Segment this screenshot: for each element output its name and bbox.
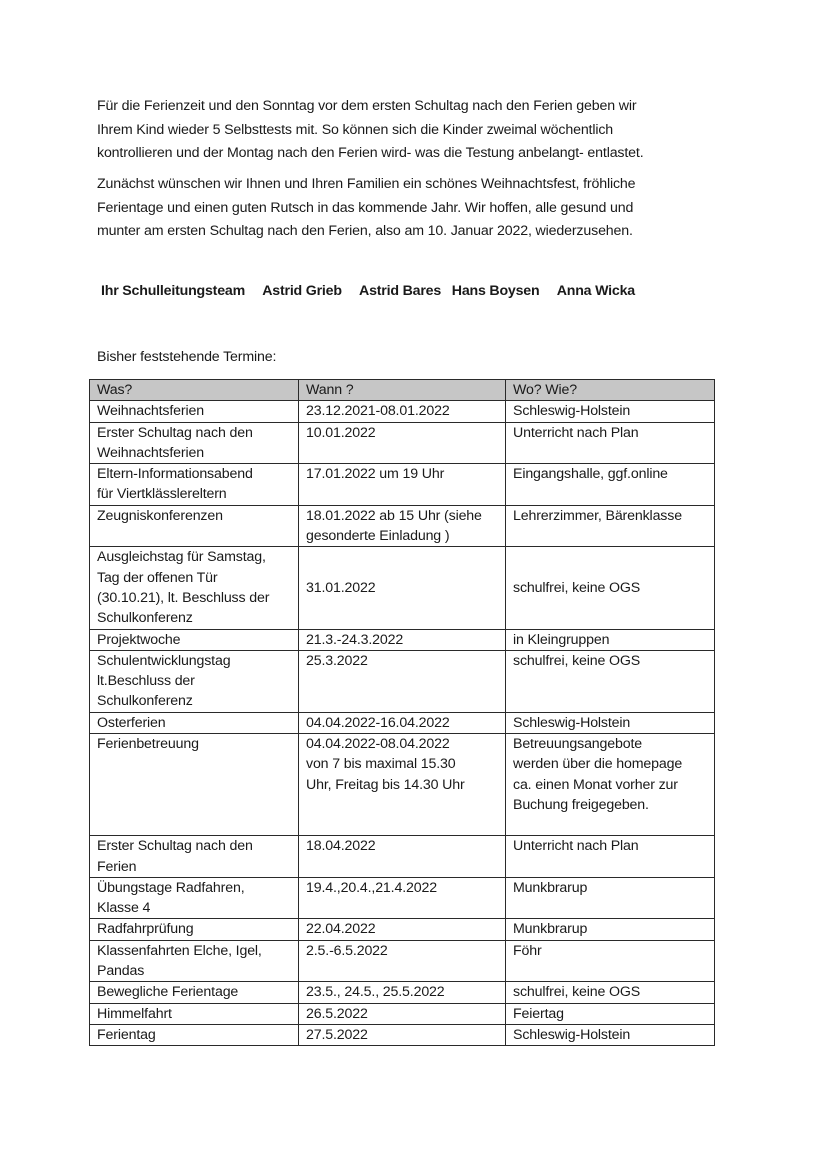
cell-text-line: Föhr: [513, 942, 542, 959]
cell-text-line: (30.10.21), lt. Beschluss der: [97, 589, 270, 606]
signature-name: Astrid Grieb: [262, 283, 342, 299]
cell-wo-wie: [506, 401, 715, 422]
cell-text-line: Schulkonferenz: [97, 610, 193, 627]
cell-text-line: Projektwoche: [97, 631, 181, 648]
cell-was: [90, 547, 299, 629]
cell-wann: [299, 982, 506, 1003]
cell-text-line: Weihnachtsferien: [97, 444, 204, 461]
cell-text-line: Tag der offenen Tür: [97, 569, 218, 586]
cell-wann: [299, 422, 506, 464]
cell-wo-wie: [506, 919, 715, 940]
cell-wann: [299, 836, 506, 878]
cell-text-line: Buchung freigegeben.: [513, 796, 649, 813]
cell-text-line: für Viertklässlereltern: [97, 486, 227, 503]
cell-wann: [299, 1003, 506, 1024]
cell-text-line: Bewegliche Ferientage: [97, 984, 239, 1001]
table-row: [90, 919, 715, 940]
cell-text-line: 23.12.2021-08.01.2022: [306, 403, 450, 420]
cell-wann: [299, 629, 506, 650]
cell-was: [90, 464, 299, 506]
cell-text-line: 04.04.2022-08.04.2022: [306, 736, 450, 753]
paragraph-selftests: [97, 95, 727, 166]
cell-text-line: 04.04.2022-16.04.2022: [306, 714, 450, 731]
cell-text-line: Schleswig-Holstein: [513, 403, 631, 420]
cell-text-line: Unterricht nach Plan: [513, 424, 639, 441]
cell-text-line: Himmelfahrt: [97, 1005, 172, 1022]
cell-text-line: Klassenfahrten Elche, Igel,: [97, 942, 262, 959]
table-row: [90, 505, 715, 547]
cell-text-line: Munkbrarup: [513, 921, 588, 938]
text-line: kontrollieren und der Montag nach den Ferien wird- was die Testung anbelangt- entlastet.: [97, 145, 644, 161]
cell-text-line: Radfahrprüfung: [97, 921, 194, 938]
cell-text-line: Osterferien: [97, 714, 166, 731]
cell-text-line: 17.01.2022 um 19 Uhr: [306, 466, 445, 483]
cell-text-line: 2.5.-6.5.2022: [306, 942, 388, 959]
table-row: [90, 982, 715, 1003]
cell-text-line: Eltern-Informationsabend: [97, 466, 253, 483]
cell-wo-wie: [506, 650, 715, 712]
cell-wo-wie: [506, 734, 715, 836]
cell-wo-wie: [506, 877, 715, 919]
table-row: [90, 650, 715, 712]
table-row: [90, 877, 715, 919]
cell-text-line: gesonderte Einladung ): [306, 528, 450, 545]
table-row: [90, 940, 715, 982]
cell-text-line: 18.01.2022 ab 15 Uhr (siehe: [306, 507, 482, 524]
cell-was: [90, 940, 299, 982]
cell-text-line: Betreuungsangebote: [513, 736, 643, 753]
cell-text-line: schulfrei, keine OGS: [513, 579, 641, 596]
table-row: [90, 547, 715, 629]
cell-text-line: 31.01.2022: [306, 579, 376, 596]
text-line: Für die Ferienzeit und den Sonntag vor dem ersten Schultag nach den Ferien geben wir: [97, 98, 637, 114]
cell-text-line: schulfrei, keine OGS: [513, 652, 641, 669]
table-row: [90, 712, 715, 733]
cell-text-line: 27.5.2022: [306, 1026, 368, 1043]
signature-team: Ihr Schulleitungsteam: [101, 283, 246, 299]
cell-text-line: in Kleingruppen: [513, 631, 610, 648]
cell-wann: [299, 401, 506, 422]
cell-text-line: Ferien: [97, 858, 137, 875]
cell-wo-wie: [506, 505, 715, 547]
cell-wo-wie: [506, 629, 715, 650]
text-line: munter am ersten Schultag nach den Ferien, also am 10. Januar 2022, wiederzusehen.: [97, 223, 633, 239]
text-line: Ihrem Kind wieder 5 Selbsttests mit. So können sich die Kinder zweimal wöchentlich: [97, 121, 614, 138]
table-row: [90, 401, 715, 422]
cell-was: [90, 877, 299, 919]
cell-text-line: 21.3.-24.3.2022: [306, 631, 404, 648]
column-header-wo-wie: Wo? Wie?: [506, 380, 715, 401]
cell-wo-wie: [506, 982, 715, 1003]
cell-text-line: Uhr, Freitag bis 14.30 Uhr: [306, 776, 465, 793]
signature-line: [101, 283, 649, 299]
cell-wo-wie: [506, 547, 715, 629]
cell-text-line: Erster Schultag nach den: [97, 838, 253, 855]
cell-text-line: Schleswig-Holstein: [513, 1026, 631, 1043]
cell-wann: [299, 547, 506, 629]
cell-text-line: 26.5.2022: [306, 1005, 368, 1022]
table-row: [90, 734, 715, 836]
cell-wann: [299, 734, 506, 836]
cell-wo-wie: [506, 422, 715, 464]
text-line: Ferientage und einen guten Rutsch in das kommende Jahr. Wir hoffen, alle gesund und: [97, 199, 634, 216]
table-row: [90, 836, 715, 878]
cell-wann: [299, 464, 506, 506]
cell-wann: [299, 1024, 506, 1045]
cell-text-line: 19.4.,20.4.,21.4.2022: [306, 879, 437, 896]
cell-text-line: Erster Schultag nach den: [97, 424, 253, 441]
cell-text-line: Übungstage Radfahren,: [97, 879, 245, 896]
cell-wann: [299, 919, 506, 940]
cell-wann: [299, 940, 506, 982]
cell-text-line: von 7 bis maximal 15.30: [306, 756, 456, 773]
table-row: [90, 1024, 715, 1045]
cell-was: [90, 505, 299, 547]
table-row: [90, 629, 715, 650]
cell-was: [90, 650, 299, 712]
cell-text-line: Lehrerzimmer, Bärenklasse: [513, 507, 682, 524]
cell-was: [90, 919, 299, 940]
signature-name: Anna Wicka: [556, 283, 635, 299]
cell-text-line: Ausgleichstag für Samstag,: [97, 549, 266, 566]
cell-wo-wie: [506, 940, 715, 982]
cell-wann: [299, 650, 506, 712]
text-line: Zunächst wünschen wir Ihnen und Ihren Familien ein schönes Weihnachtsfest, fröhliche: [97, 176, 636, 192]
cell-text-line: 22.04.2022: [306, 921, 376, 938]
cell-was: [90, 1003, 299, 1024]
table-header-row: [90, 380, 715, 401]
cell-was: [90, 734, 299, 836]
cell-wann: [299, 877, 506, 919]
cell-text-line: werden über die homepage: [513, 756, 683, 773]
cell-text-line: Zeugniskonferenzen: [97, 507, 223, 524]
cell-was: [90, 401, 299, 422]
cell-was: [90, 836, 299, 878]
cell-text-line: Ferientag: [97, 1026, 156, 1043]
cell-text-line: Ferienbetreuung: [97, 736, 199, 753]
cell-wo-wie: [506, 464, 715, 506]
cell-text-line: 18.04.2022: [306, 838, 376, 855]
signature-name: Hans Boysen: [451, 283, 540, 299]
cell-text-line: Munkbrarup: [513, 879, 588, 896]
cell-text-line: Weihnachtsferien: [97, 403, 204, 420]
schedule-table: [89, 379, 715, 1046]
table-body: [90, 401, 715, 1046]
cell-text-line: schulfrei, keine OGS: [513, 984, 641, 1001]
column-header-wann: Wann ?: [299, 380, 506, 401]
cell-wo-wie: [506, 1024, 715, 1045]
cell-text-line: Schulkonferenz: [97, 693, 193, 710]
cell-wo-wie: [506, 712, 715, 733]
table-row: [90, 464, 715, 506]
cell-text-line: Feiertag: [513, 1005, 564, 1022]
paragraph-holiday-wishes: [97, 173, 727, 244]
cell-was: [90, 1024, 299, 1045]
cell-text-line: Pandas: [97, 963, 145, 980]
cell-text-line: 10.01.2022: [306, 424, 376, 441]
cell-was: [90, 422, 299, 464]
cell-wann: [299, 505, 506, 547]
table-row: [90, 422, 715, 464]
signature-name: Astrid Bares: [359, 283, 442, 299]
cell-was: [90, 982, 299, 1003]
cell-wann: [299, 712, 506, 733]
cell-text-line: 23.5., 24.5., 25.5.2022: [306, 984, 445, 1001]
cell-text-line: Klasse 4: [97, 900, 151, 917]
cell-text-line: ca. einen Monat vorher zur: [513, 776, 678, 793]
cell-text-line: 25.3.2022: [306, 652, 368, 669]
table-row: [90, 1003, 715, 1024]
cell-was: [90, 712, 299, 733]
cell-wo-wie: [506, 1003, 715, 1024]
cell-text-line: Unterricht nach Plan: [513, 838, 639, 855]
cell-text-line: Schulentwicklungstag: [97, 652, 231, 669]
column-header-was: Was?: [90, 380, 299, 401]
schedule-intro: Bisher feststehende Termine:: [97, 349, 277, 365]
cell-text-line: lt.Beschluss der: [97, 673, 195, 690]
cell-wo-wie: [506, 836, 715, 878]
cell-text-line: Schleswig-Holstein: [513, 714, 631, 731]
cell-was: [90, 629, 299, 650]
blank-line: [513, 815, 714, 835]
cell-text-line: Eingangshalle, ggf.online: [513, 466, 668, 483]
